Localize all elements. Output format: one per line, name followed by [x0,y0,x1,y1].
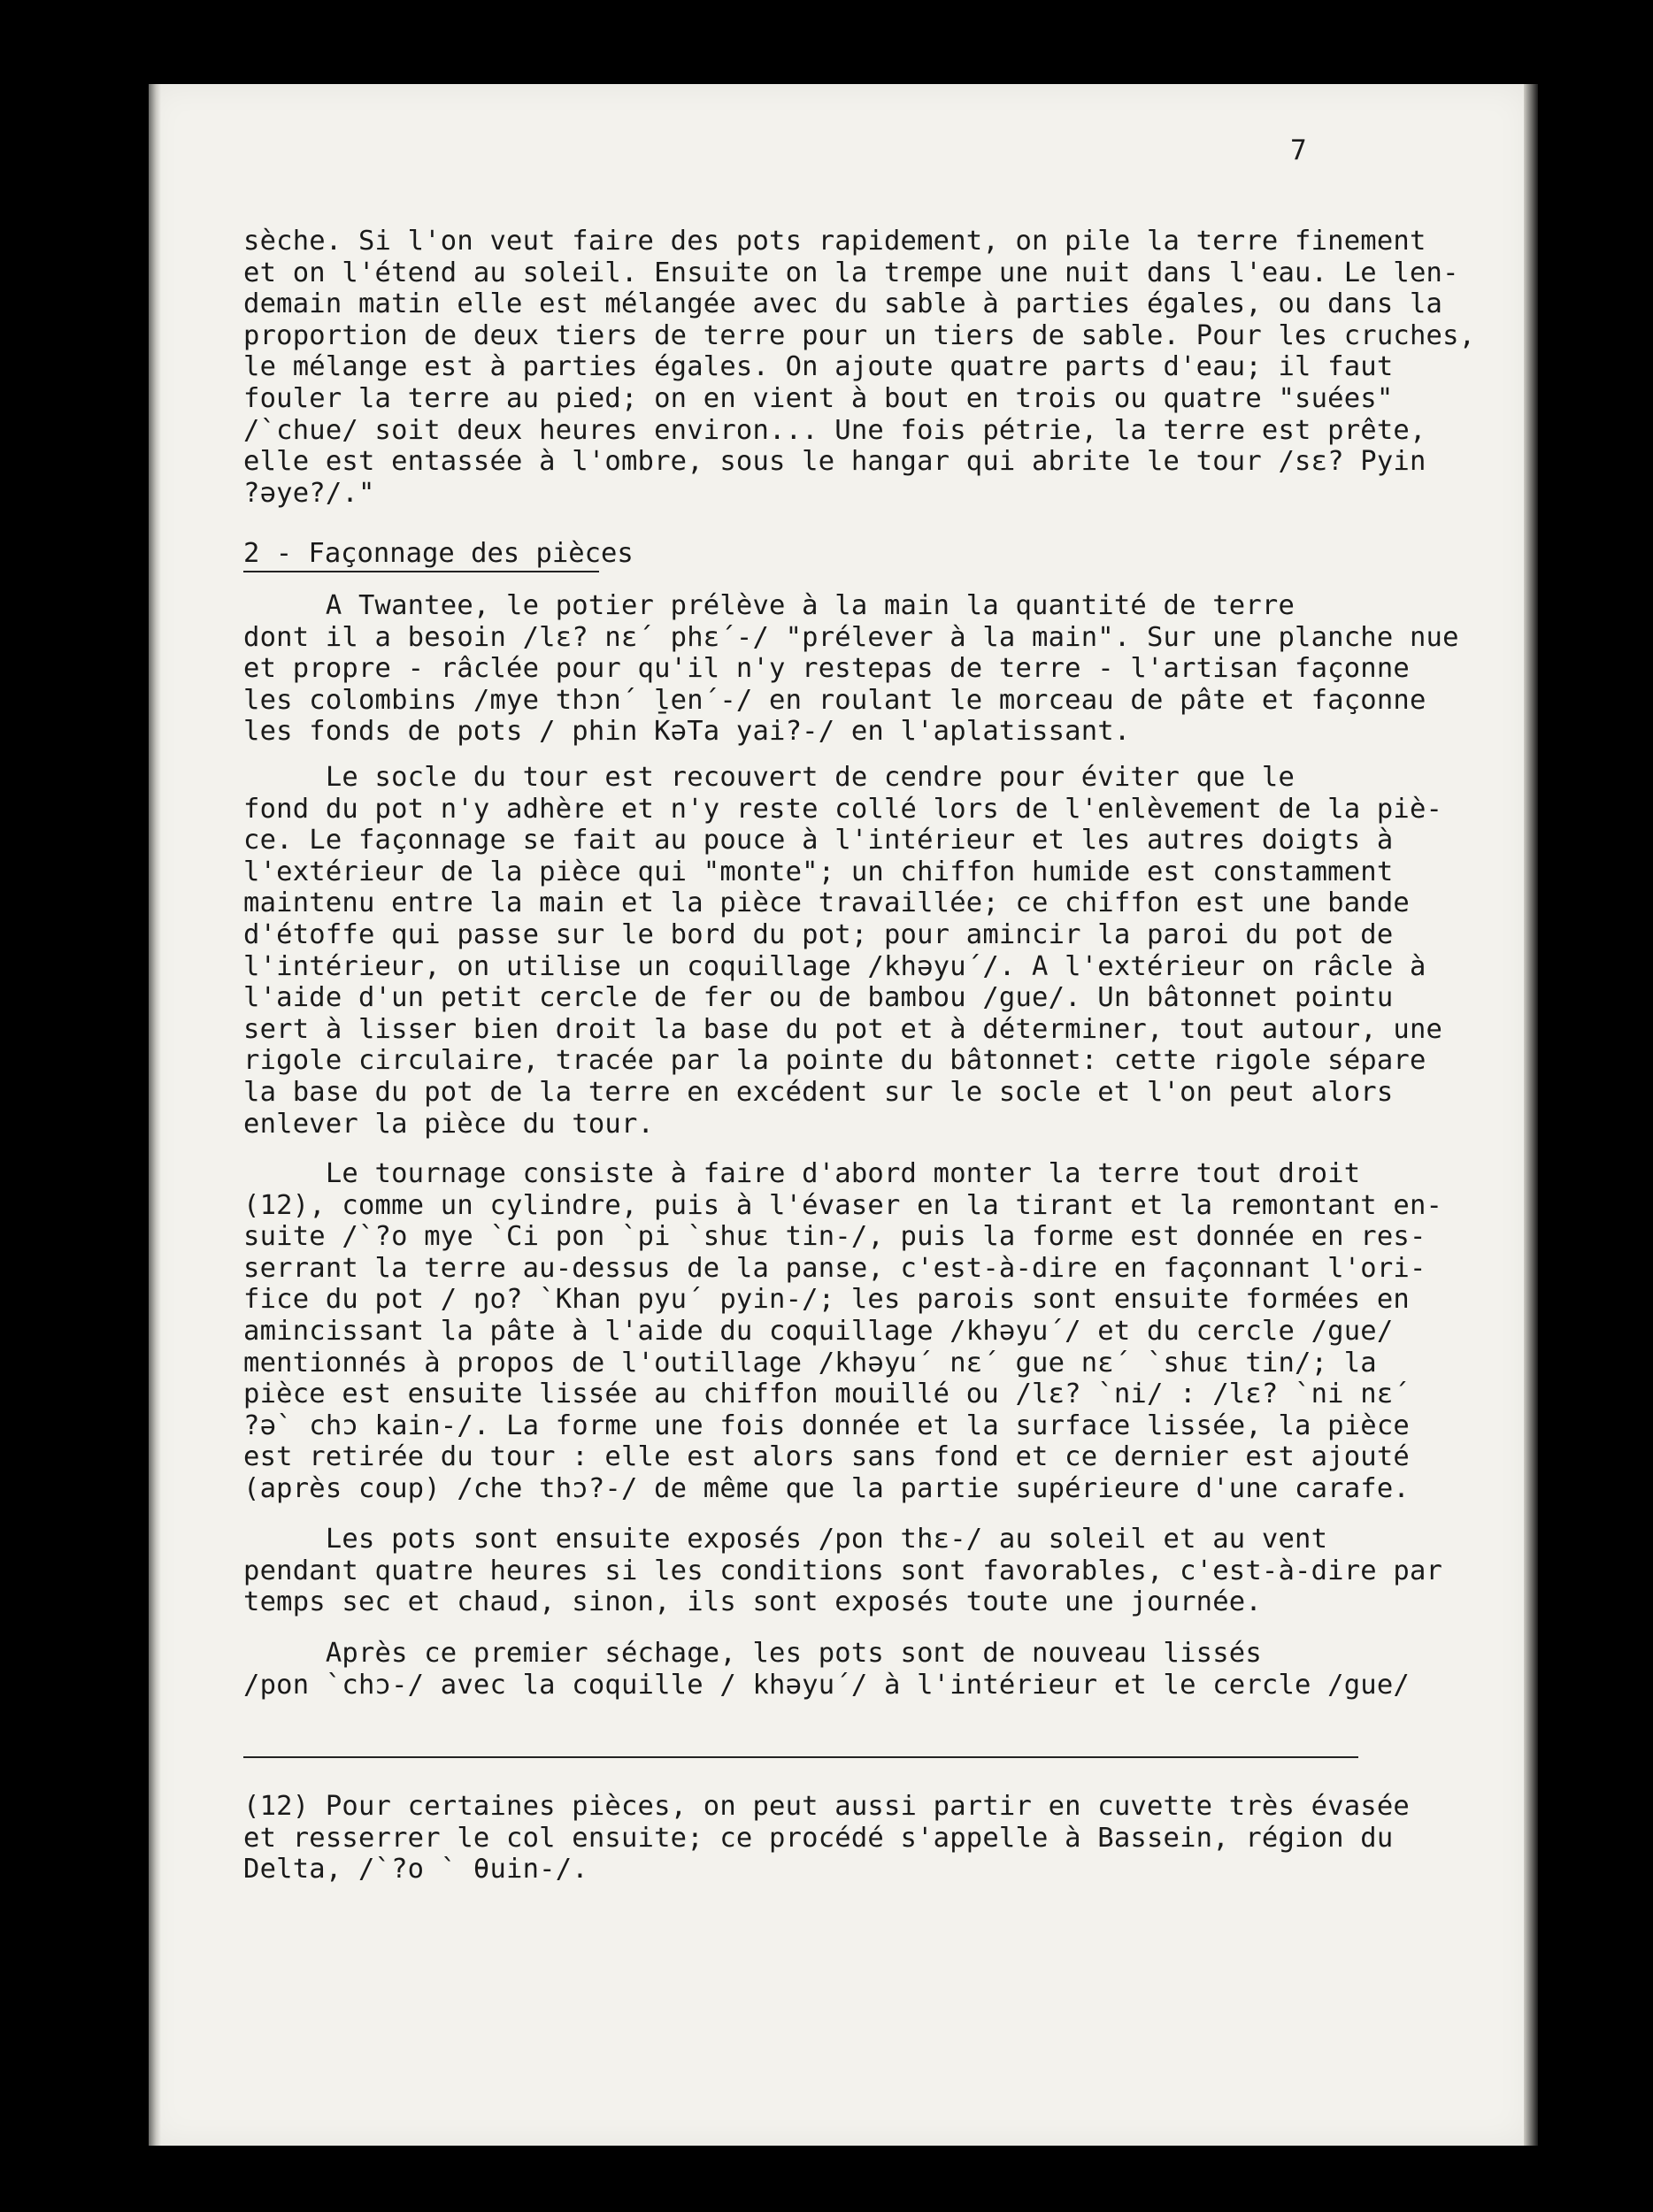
paragraph-exposes: Les pots sont ensuite exposés /pon thɛ-/ au soleil et au vent pendant quatre heures si les conditions sont favorables, c'est-à-dire temps sec et chaud, sinon, ils sont exposés toute une journée. [243,1524,1377,1618]
paragraph-socle: Le socle du tour est recouvert de cendre pour éviter que le fond du pot n'y adhère et n'y reste collé lors de l'enlèvement de la ce. Le façonnage se fait au pouce à l'intérieur et les autres doigts à l'extérieur de la pièce qui "monte"; un chiffon humide est constamment maintenu entre la main et la pièce travaillée; ce chiffon est une bande d'étoffe qui passe sur le bord du pot; pour amincir la paroi du pot de l'intérieur, on utilise un coquillage /khəyu´/. A l'extérieur on râcle l'aide d'un petit cercle de fer ou de bambou /gue/. Un bâtonnet pointu sert à lisser bien droit la base du pot et à déterminer, tout autour, rigole circulaire, tracée par la pointe du bâtonnet: cette rigole sépare la base du pot de la terre en excédent sur le socle et l'on peut alors enlever la pièce du tour. [243,762,1426,1140]
paragraph-intro: sèche. Si l'on veut faire des pots rapidement, on pile la terre finement et on l'étend au soleil. Ensuite on la trempe une nuit dans l'eau. Le demain matin elle est mélangée avec du sable à parties égales, ou dans proportion de deux tiers de terre pour un tiers de sable. Pour les le mélange est à parties égales. On ajoute quatre parts d'eau; il faut fouler la terre au pied; on en vient à bout en trois ou quatre "suées" /`chue/ soit deux heures environ... Une fois pétrie, la terre est prête, elle est entassée à l'ombre, sous le hangar qui abrite le tour /sɛ? Pyin ?əye?/." [243,226,1426,509]
footnote-separator [243,1756,1358,1758]
paragraph-tournage: Le tournage consiste à faire d'abord monter la terre tout droit (12), comme un cylindre, puis à l'évaser en la tirant et la remontant suite /`?o mye `Ci pon `pi `shuɛ tin-/, puis la forme est donnée en res- serrant la terre au-dessus de la panse, c'est-à-dire en façonnant l'ori- fice du pot / ŋo? `Khan pyu´ pyin-/; les parois sont ensuite formées en amincissant la pâte à l'aide du coquillage /khəyu´/ et du cercle /gue/ mentionnés à propos de l'outillage /khəyu´ nɛ´ gue nɛ´ `shuɛ tin/; la pièce est ensuite lissée au chiffon mouillé ou /lɛ? `ni/ : /lɛ? `ni nɛ´ ?ə` chɔ kain-/. La forme une fois donnée et la surface lissée, la pièce est retirée du tour : elle est alors sans fond et ce dernier est ajouté (après coup) /che thɔ?-/ de même que la partie supérieure d'une carafe. [243,1158,1426,1504]
paragraph-twantee: A Twantee, le potier prélève à la main la quantité de terre dont il a besoin /lɛ? nɛ´ phɛ´-/ "prélever à la main". Sur une planche et propre - râclée pour qu'il n'y restepas de terre - l'artisan façonne les colombins /mye thɔn´ ḻen´-/ en roulant le morceau de pâte et façonne les fonds de pots / phin KəTa yai?-/ en l'aplatissant. [243,590,1426,748]
page-right-edge [1524,84,1538,2146]
page-number: 7 [1290,134,1307,166]
section-heading: 2 - Façonnage des pièces [243,538,634,569]
paragraph-sechage: Après ce premier séchage, les pots sont de nouveau lissés /pon `chɔ-/ avec la coquille / khəyu´/ à l'intérieur et le cercle /gue/ [243,1638,1410,1701]
page-spine-shadow [149,84,161,2146]
section-heading-underline [243,571,599,572]
footnote: (12) Pour certaines pièces, on peut aussi partir en cuvette très évasée et resserrer le col ensuite; ce procédé s'appelle à Bassein, région du Delta, /`?o ` θuin-/. [243,1791,1410,1886]
